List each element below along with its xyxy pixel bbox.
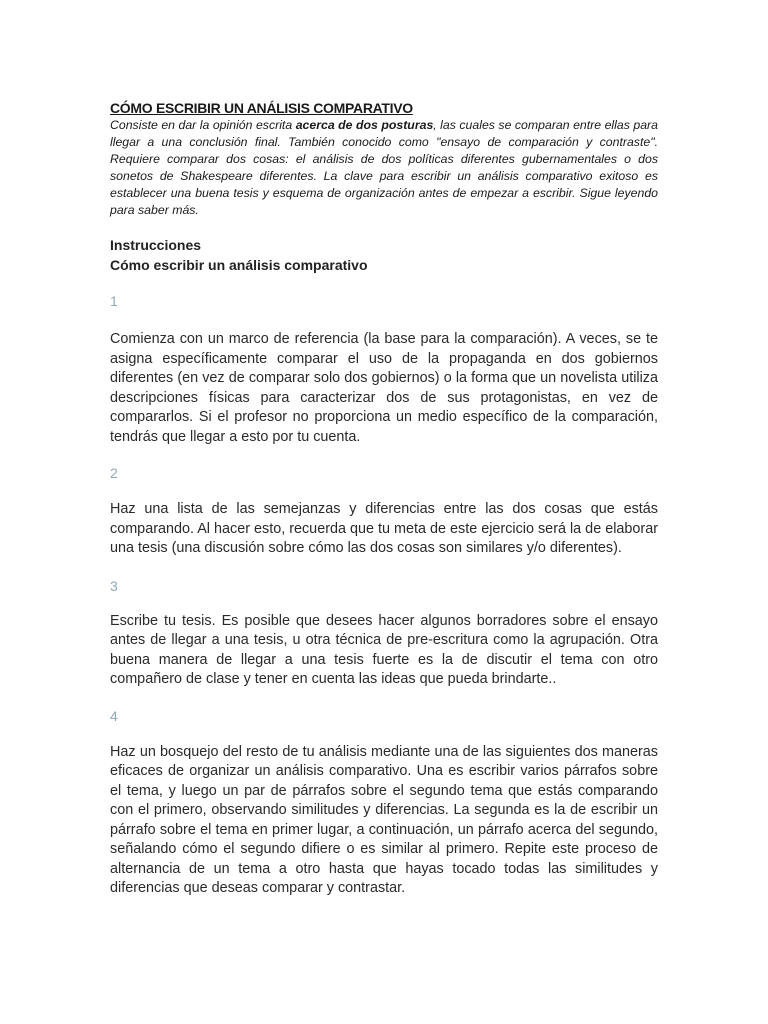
section-label: Instrucciones (110, 237, 202, 253)
intro-paragraph (110, 117, 658, 219)
step-number-4: 4 (110, 707, 118, 724)
intro-text-rest: , las cuales se comparan entre ellas para llegar a una conclusión final. También conocido como "ensayo de comparación y contraste". Requiere comparar dos cosas: el análisis de dos políticas diferentes gubernamentales o dos sonetos de Shakespeare diferentes. La clave para escribir un análisis comparativo exitoso es establecer una buena tesis y esquema de organización antes de empezar a escribir. Sigue leyendo para saber más. (110, 118, 658, 217)
step-text-1: Comienza con un marco de referencia (la base para la comparación). A veces, se te asigna específicamente comparar el uso de la propaganda en dos gobiernos diferentes (en vez de comparar solo dos gobiernos) o la forma que un novelista utiliza descripciones físicas para caracterizar dos de sus protagonistas, en vez de compararlos. Si el profesor no proporciona un medio específico de la comparación, tendrás que llegar a esto por tu cuenta. (110, 331, 658, 445)
step-text-3: Escribe tu tesis. Es posible que desees hacer algunos borradores sobre el ensayo antes de llegar a una tesis, u otra técnica de pre-escritura como la agrupación. Otra buena manera de llegar a una tesis fuerte es la de discutir el tema con otro compañero de clase y tener en cuenta las ideas que pueda brindarte.. (110, 612, 658, 687)
intro-bold-phrase: acerca de dos posturas (295, 118, 434, 132)
document-title: CÓMO ESCRIBIR UN ANÁLISIS COMPARATIVO (110, 100, 413, 116)
step-text-2: Haz una lista de las semejanzas y diferencias entre las dos cosas que estás comparando. Al hacer esto, recuerda que tu meta de este ejercicio será la de elaborar una tesis (una discusión sobre cómo las dos cosas son similares y/o diferentes). (110, 501, 658, 556)
document-page (110, 100, 658, 899)
step-number-2: 2 (110, 465, 118, 481)
step-number-3: 3 (110, 577, 118, 594)
section-subtitle: Cómo escribir un análisis comparativo (110, 257, 368, 273)
intro-text-start: Consiste en dar la opinión escrita (110, 118, 296, 132)
step-number-1: 1 (110, 293, 118, 309)
step-text-4: Haz un bosquejo del resto de tu análisis mediante una de las siguientes dos maneras eficaces de organizar un análisis comparativo. Una es escribir varios párrafos sobre el tema, y luego un par de párrafos sobre el segundo tema que estás comparando con el primero, observando similitudes y diferencias. La segunda es la de escribir un párrafo sobre el tema en primer lugar, a continuación, un párrafo acerca del segundo, señalando cómo el segundo difiere o es similar al primero. Repite este proceso de alternancia de un tema a otro hasta que hayas tocado todas las similitudes y diferencias que deseas comparar y contrastar. (110, 743, 658, 896)
